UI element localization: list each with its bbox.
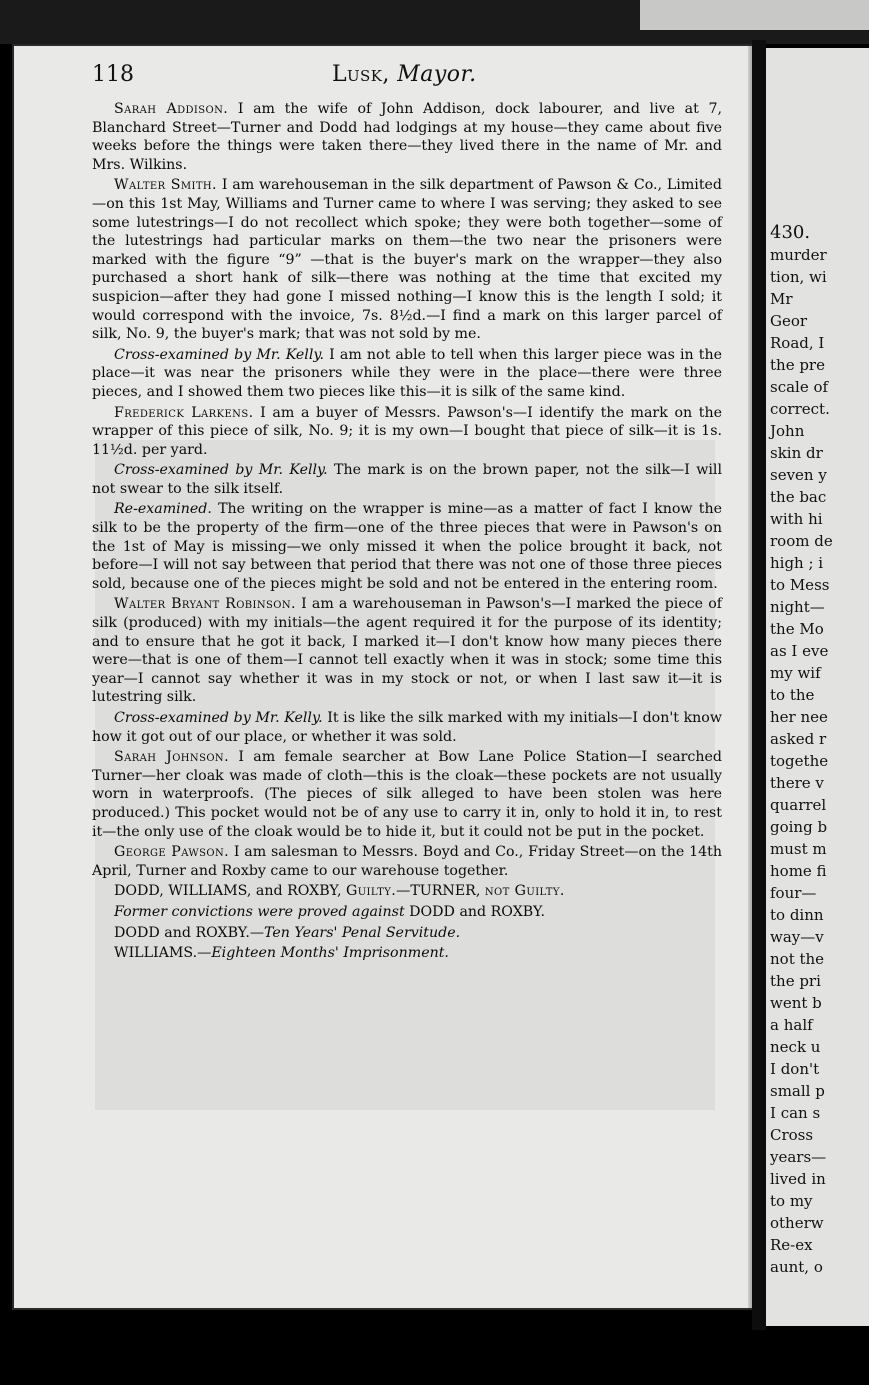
document-body: [92, 100, 722, 965]
right-page-line: asked r: [770, 730, 827, 748]
right-page-line: John: [770, 422, 805, 440]
right-page-line: there v: [770, 774, 824, 792]
testimony-paragraph: [92, 404, 722, 460]
verdict-guilty-names: DODD, WILLIAMS, and ROXBY,: [114, 883, 342, 900]
right-page-line: must m: [770, 840, 827, 858]
right-page-line: a half: [770, 1016, 813, 1034]
right-page-line: otherw: [770, 1214, 824, 1232]
right-page-line: years—: [770, 1148, 827, 1166]
speaker-name: Sarah Addison.: [114, 101, 229, 117]
right-page-line: with hi: [770, 510, 823, 528]
right-page-line: togethe: [770, 752, 829, 770]
right-page-line: not the: [770, 950, 825, 968]
right-page-line: I don't: [770, 1060, 820, 1078]
right-page-line: went b: [770, 994, 822, 1012]
verdict-turner: —TURNER,: [396, 883, 481, 900]
testimony-paragraph: [92, 461, 722, 498]
speaker-name: Frederick Larkens.: [114, 404, 254, 421]
speaker-name: Walter Smith.: [114, 177, 217, 194]
speaker-name: Re-examined.: [114, 501, 212, 518]
speaker-name: Walter Bryant Robinson.: [114, 596, 296, 613]
testimony-paragraph: [92, 500, 722, 593]
testimony-text: The writing on the wrapper is mine—as a matter of fact I know the silk to be the property of the firm—one of the three pieces that were in Pawson's on the 1st of May is missing—we only missed it when the police brought it back, not before—I will not say between that period that there was not one of those three pieces sold, because one of the pieces might be sold and not be entered in the entering room.: [92, 501, 722, 592]
right-page-line: night—: [770, 598, 825, 616]
testimony-text: It is like the silk marked with my initials—I don't know how it got out of our place, or whether it was sold.: [92, 710, 722, 745]
right-page-line: neck u: [770, 1038, 821, 1056]
right-page-line: correct.: [770, 400, 830, 418]
right-page-line: aunt, o: [770, 1258, 823, 1276]
right-page-fragment: [766, 48, 869, 1326]
book-spine: [752, 40, 766, 1330]
running-header: [92, 58, 702, 98]
right-page-line: way—v: [770, 928, 824, 946]
right-page-line: as I eve: [770, 642, 829, 660]
right-page-line: scale of: [770, 378, 829, 396]
verdict-line-2: [92, 903, 722, 922]
right-page-line: murder: [770, 246, 827, 264]
sentence-1: —Ten Years' Penal Servitude.: [249, 924, 461, 941]
testimony-paragraph: [92, 100, 722, 174]
right-page-text: [766, 48, 869, 1278]
page-number: 118: [92, 62, 134, 87]
right-page-line: to Mess: [770, 576, 830, 594]
right-page-line: the pre: [770, 356, 825, 374]
right-page-line: seven y: [770, 466, 827, 484]
testimony-text: The mark is on the brown paper, not the silk—I will not swear to the silk itself.: [92, 462, 722, 497]
right-page-line: to dinn: [770, 906, 824, 924]
former-convictions-text: Former convictions were proved against: [114, 903, 405, 920]
right-page-line: high ; i: [770, 554, 824, 572]
right-page-line: room de: [770, 532, 833, 550]
verdict-line-1: [92, 882, 722, 901]
right-page-line: to the: [770, 686, 815, 704]
speaker-name: Sarah Johnson.: [114, 749, 229, 766]
right-page-line: the Mo: [770, 620, 824, 638]
verdict-line-3: [92, 924, 722, 943]
verdict-line-4: [92, 944, 722, 963]
former-convictions-names: DODD and ROXBY.: [409, 903, 546, 920]
right-page-line: 430.: [770, 222, 811, 243]
right-page-line: Cross: [770, 1126, 814, 1144]
testimony-text: I am the wife of John Addison, dock labourer, and live at 7, Blanchard Street—Turner and Dodd had lodgings at my house—they came about five weeks before the things were taken there—they lived there in the name of Mr. and Mrs. Wilkins.: [92, 101, 723, 173]
right-page-line: skin dr: [770, 444, 823, 462]
right-page-line: her nee: [770, 708, 828, 726]
right-page-line: my wif: [770, 664, 821, 682]
testimony-text: I am a warehouseman in Pawson's—I marked the piece of silk (produced) with my initials—the agent required it for the purpose of its identity; and to ensure that he got it back, I marked it—I don't know how many pieces there were—that is one of them—I cannot tell exactly when it was in stock; some time this year—I cannot say whether it was in my stock or not, or when I last saw it—it is lutestring silk.: [92, 596, 722, 706]
right-page-line: Mr: [770, 290, 793, 308]
sentence-2: —Eighteen Months' Imprisonment.: [197, 945, 449, 962]
right-page-line: tion, wi: [770, 268, 827, 286]
right-page-line: the pri: [770, 972, 821, 990]
right-page-line: going b: [770, 818, 828, 836]
verdict-not-guilty: not Guilty.: [484, 883, 565, 900]
right-page-line: home fi: [770, 862, 827, 880]
sentence-names-2: WILLIAMS.: [114, 945, 198, 962]
right-page-line: small p: [770, 1082, 825, 1100]
speaker-name: Cross-examined by Mr. Kelly.: [114, 462, 328, 479]
testimony-text: I am not able to tell when this larger piece was in the place—it was near the prisoners while they were in the place—there were three pieces, and I showed them two pieces like this—it is silk of the same kind.: [92, 346, 722, 400]
right-page-line: lived in: [770, 1170, 826, 1188]
right-page-line: to my: [770, 1192, 813, 1210]
running-head: [332, 62, 477, 87]
sentence-names-1: DODD and ROXBY.: [114, 924, 250, 941]
running-head-name: Lusk,: [332, 62, 390, 87]
testimony-paragraphs: [92, 100, 722, 880]
right-page-line: the bac: [770, 488, 827, 506]
testimony-text: I am female searcher at Bow Lane Police Station—I searched Turner—her cloak was made of cloth—this is the cloak—these pockets are not usually worn in waterproofs. (The pieces of silk alleged to have been stolen was here produced.) This pocket would not be of any use to carry it in, only to hold it in, to rest it—the only use of the cloak would be to hide it, but it could not be put in the pocket.: [92, 749, 722, 840]
speaker-name: George Pawson.: [114, 844, 230, 861]
right-page-line: Re-ex: [770, 1236, 813, 1254]
running-head-title: Mayor.: [397, 62, 477, 87]
testimony-paragraph: [92, 176, 722, 343]
testimony-paragraph: [92, 709, 722, 746]
testimony-text: I am warehouseman in the silk department of Pawson & Co., Limited—on this 1st May, Williams and Turner came to where I was serving; they asked to see some lutestrings—I do not recollect which spoke; they were both together—some of the lutestrings had particular marks on them—the two near the prisoners were marked with the figure “9” —that is the buyer's mark on the wrapper—they also purchased a short hank of silk—there was nothing at the time that excited my suspicion—after they had gone I missed nothing—I know this is the length I sold; it would correspond with the invoice, 7s. 8½d.—I find a mark on this larger parcel of silk, No. 9, the buyer's mark; that was not sold by me.: [92, 177, 723, 343]
verdict-guilty: Guilty.: [346, 883, 397, 900]
right-page-line: Geor: [770, 312, 808, 330]
testimony-paragraph: [92, 748, 722, 841]
speaker-name: Cross-examined by Mr. Kelly.: [114, 710, 323, 726]
testimony-text: I am a buyer of Messrs. Pawson's—I identify the mark on the wrapper of this piece of silk, No. 9; it is my own—I bought that piece of silk—it is 1s. 11½d. per yard.: [92, 404, 723, 458]
right-page-line: quarrel: [770, 796, 827, 814]
right-page-line: four—: [770, 884, 817, 902]
testimony-paragraph: [92, 595, 722, 707]
testimony-paragraph: [92, 346, 722, 402]
right-page-line: I can s: [770, 1104, 821, 1122]
testimony-paragraph: [92, 843, 722, 880]
right-page-line: Road, I: [770, 334, 825, 352]
testimony-text: I am salesman to Messrs. Boyd and Co., Friday Street—on the 14th April, Turner and Roxby came to our warehouse together.: [92, 844, 723, 879]
adjacent-page-top: [640, 0, 869, 30]
speaker-name: Cross-examined by Mr. Kelly.: [114, 346, 325, 363]
